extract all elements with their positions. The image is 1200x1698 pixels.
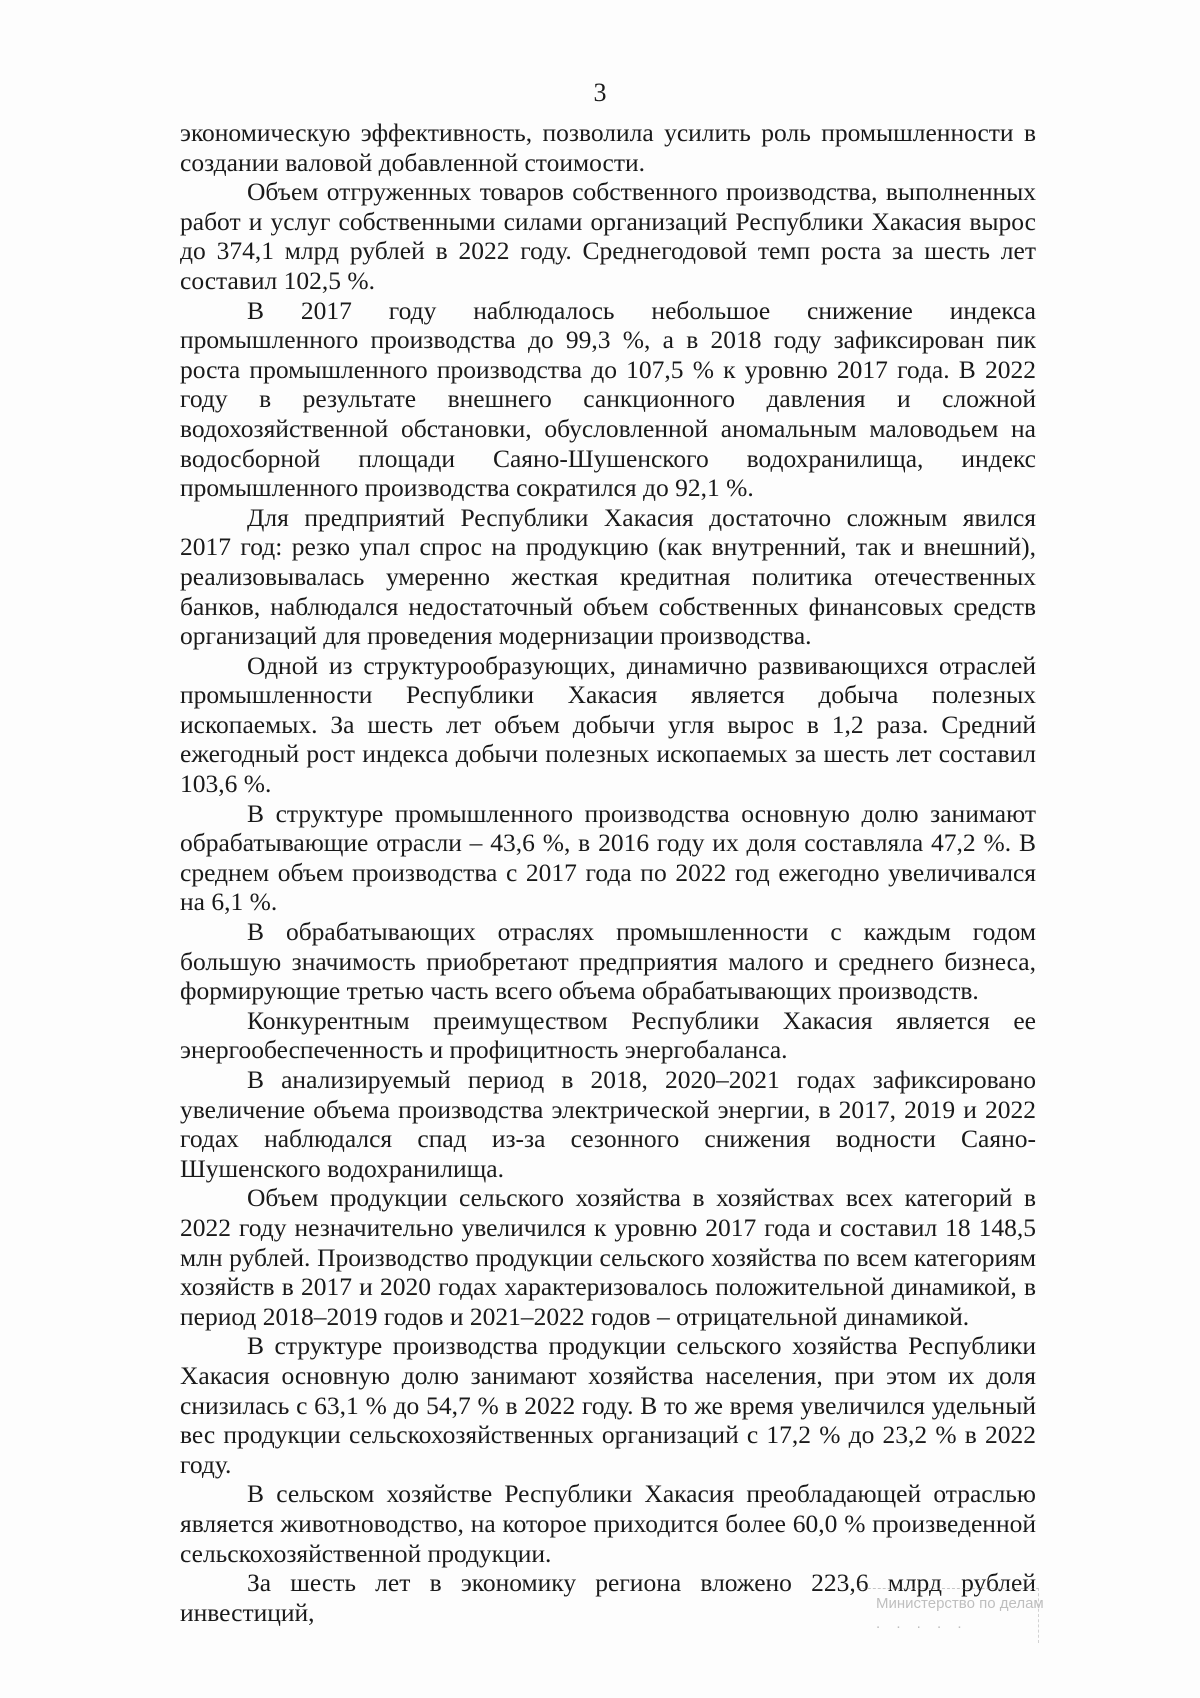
- paragraph: В 2017 году наблюдалось небольшое снижение индекса промышленного производства до 99,3 %, а в 2018 году зафиксирован пик роста промышленного производства до 107,5 % к уровню 2017 года. В 2022 году в результате внешнего санкционного давления и сложной водохозяйственной обстановки, обусловленной аномальным маловодьем на водосборной площади Саяно-Шушенского водохранилища, индекс промышленного производства сократился до 92,1 %.: [180, 295, 1036, 503]
- paragraph: В структуре промышленного производства основную долю занимают обрабатывающие отрасли – 43,6 %, в 2016 году их доля составляла 47,2 %. В среднем объем производства с 2017 года по 2022 год ежегодно увеличивался на 6,1 %.: [180, 798, 1036, 917]
- paragraph: экономическую эффективность, позволила усилить роль промышленности в создании валовой добавленной стоимости.: [180, 118, 1036, 177]
- paragraph: Объем отгруженных товаров собственного производства, выполненных работ и услуг собственными силами организаций Республики Хакасия вырос до 374,1 млрд рублей в 2022 году. Среднегодовой темп роста за шесть лет составил 102,5 %.: [180, 177, 1036, 295]
- registration-stamp: [858, 1588, 1044, 1643]
- paragraph: Одной из структурообразующих, динамично развивающихся отраслей промышленности Республики Хакасия является добыча полезных ископаемых. За шесть лет объем добычи угля вырос в 1,2 раза. Средний ежегодный рост индекса добычи полезных ископаемых за шесть лет составил 103,6 %.: [180, 650, 1036, 799]
- paragraph: За шесть лет в экономику региона вложено 223,6 млрд рублей инвестиций,: [180, 1568, 1036, 1627]
- paragraph: В обрабатывающих отраслях промышленности с каждым годом большую значимость приобретают предприятия малого и среднего бизнеса, формирующие третью часть всего объема обрабатывающих производств.: [180, 917, 1036, 1006]
- paragraph: Для предприятий Республики Хакасия достаточно сложным явился 2017 год: резко упал спрос на продукцию (как внутренний, так и внешний), реализовывалась умеренно жесткая кредитная политика отечественных банков, наблюдался недостаточный объем собственных финансовых средств организаций для проведения модернизации производства.: [180, 502, 1036, 651]
- paragraph: В структуре производства продукции сельского хозяйства Республики Хакасия основную долю занимают хозяйства населения, при этом их доля снизилась с 63,1 % до 54,7 % в 2022 году. В то же время увеличился удельный вес продукции сельскохозяйственных организаций с 17,2 % до 23,2 % в 2022 году.: [180, 1331, 1036, 1479]
- paragraph: В сельском хозяйстве Республики Хакасия преобладающей отраслью является животноводство, на которое приходится более 60,0 % произведенной сельскохозяйственной продукции.: [180, 1479, 1036, 1568]
- stamp-text: . . . . .: [876, 1615, 968, 1632]
- document-body: [180, 118, 1036, 1627]
- page-number: 3: [593, 78, 607, 107]
- paragraph: В анализируемый период в 2018, 2020–2021 годах зафиксировано увеличение объема производства электрической энергии, в 2017, 2019 и 2022 годах наблюдался спад из-за сезонного снижения водности Саяно-Шушенского водохранилища.: [180, 1065, 1036, 1183]
- paragraph: Объем продукции сельского хозяйства в хозяйствах всех категорий в 2022 году незначительно увеличился к уровню 2017 года и составил 18 148,5 млн рублей. Производство продукции сельского хозяйства по всем категориям хозяйств в 2017 и 2020 годах характеризовалось положительной динамикой, в период 2018–2019 годов и 2021–2022 годов – отрицательной динамикой.: [180, 1183, 1036, 1331]
- stamp-text: Министерство по делам: [876, 1595, 1044, 1612]
- paragraph: Конкурентным преимуществом Республики Хакасия является ее энергообеспеченность и профицитность энергобаланса.: [180, 1005, 1036, 1065]
